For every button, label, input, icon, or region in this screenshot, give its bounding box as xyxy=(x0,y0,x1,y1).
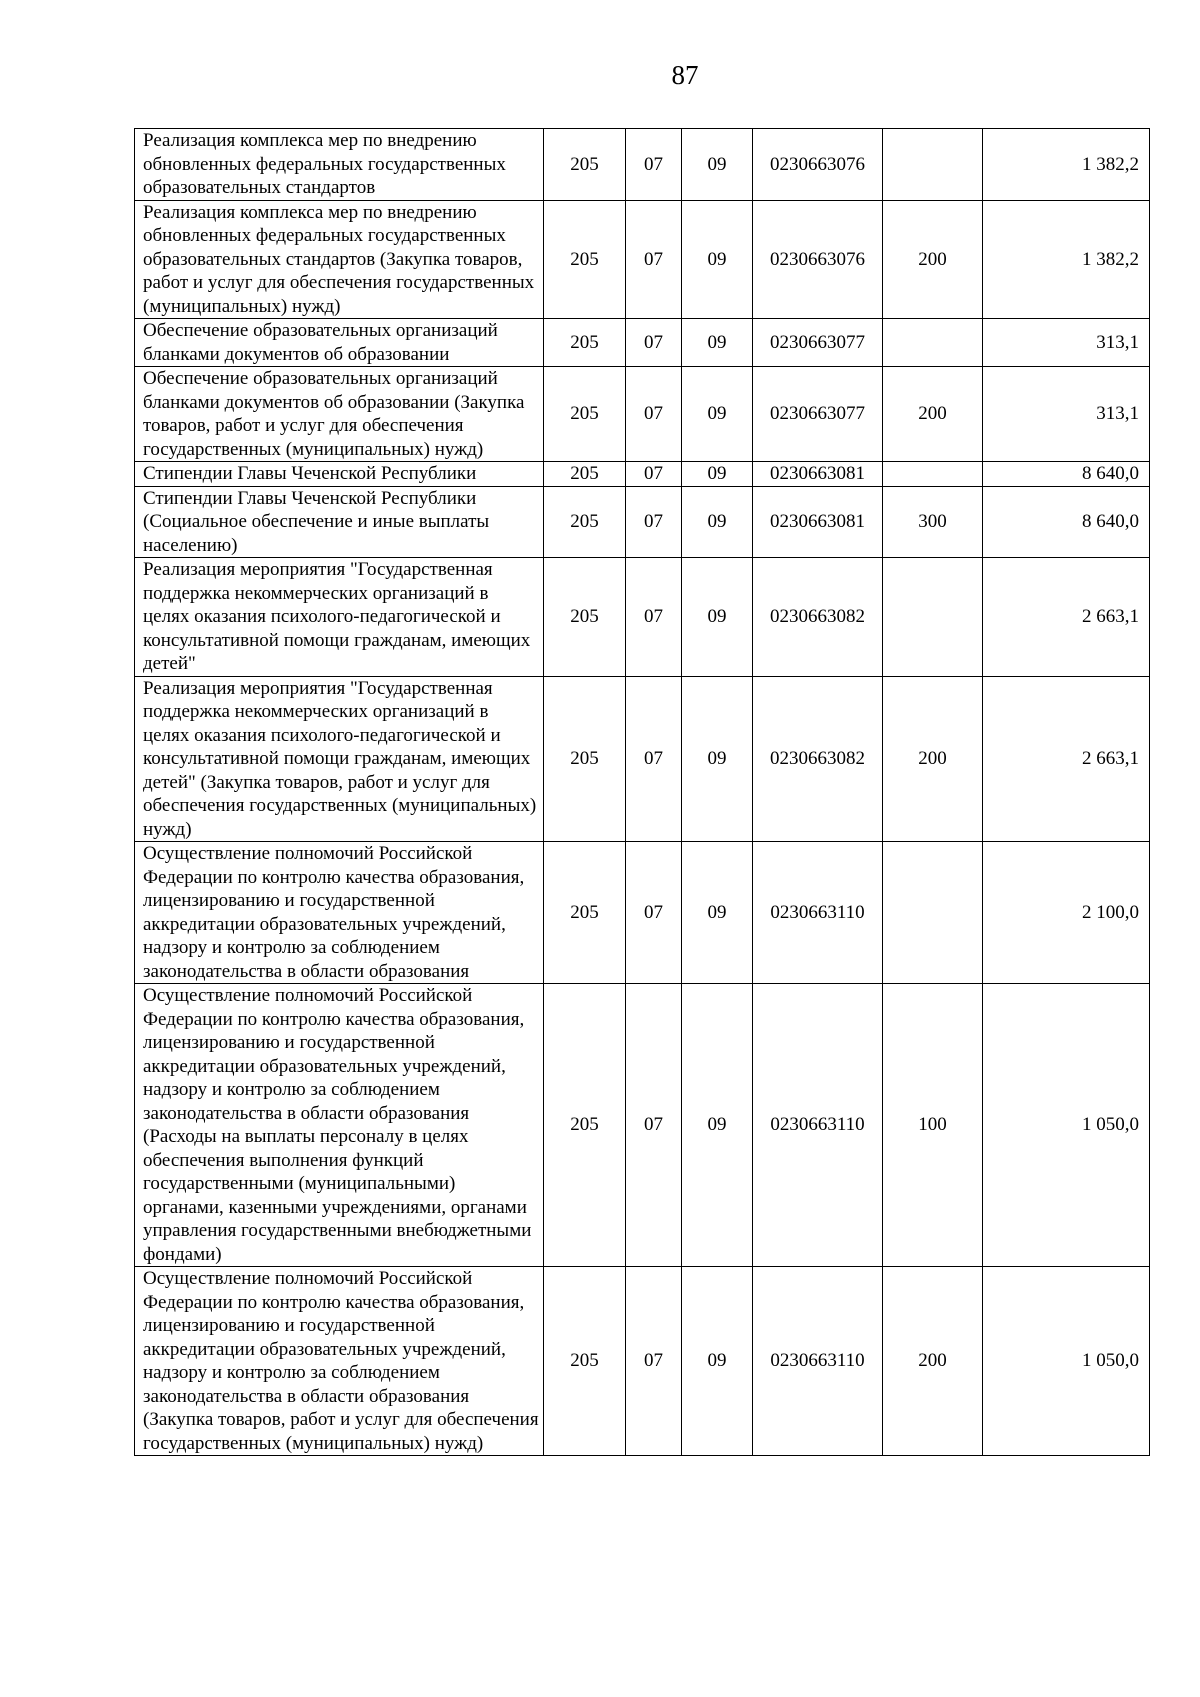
row-section-code: 07 xyxy=(626,129,682,201)
row-admin-code: 205 xyxy=(544,984,626,1267)
table-row xyxy=(135,200,1150,319)
table-row xyxy=(135,129,1150,201)
row-sum: 8 640,0 xyxy=(983,462,1150,487)
row-expense-type xyxy=(883,842,983,984)
row-subsection-code: 09 xyxy=(682,486,753,558)
row-admin-code: 205 xyxy=(544,129,626,201)
row-target-code: 0230663110 xyxy=(753,984,883,1267)
row-target-code: 0230663110 xyxy=(753,1267,883,1456)
row-section-code: 07 xyxy=(626,842,682,984)
row-sum: 8 640,0 xyxy=(983,486,1150,558)
row-name: Осуществление полномочий Российской Федерации по контролю качества образования, лицензированию и государственной аккредитации образовательных учреждений, надзору и контролю за соблюдением законодательства в области образования (Расходы на выплаты персоналу в целях обеспечения выполнения функций государственными (муниципальными) органами, казенными учреждениями, органами управления государственными внебюджетными фондами) xyxy=(135,984,544,1267)
row-name: Обеспечение образовательных организаций бланками документов об образовании xyxy=(135,319,544,367)
row-section-code: 07 xyxy=(626,200,682,319)
row-target-code: 0230663076 xyxy=(753,200,883,319)
row-name: Реализация мероприятия "Государственная поддержка некоммерческих организаций в целях оказания психолого-педагогической и консультативной помощи гражданам, имеющих детей" xyxy=(135,558,544,677)
row-target-code: 0230663081 xyxy=(753,486,883,558)
table-row xyxy=(135,367,1150,462)
row-name: Реализация комплекса мер по внедрению обновленных федеральных государственных образовательных стандартов xyxy=(135,129,544,201)
row-target-code: 0230663076 xyxy=(753,129,883,201)
row-expense-type xyxy=(883,462,983,487)
row-name: Осуществление полномочий Российской Федерации по контролю качества образования, лицензированию и государственной аккредитации образовательных учреждений, надзору и контролю за соблюдением законодательства в области образования xyxy=(135,842,544,984)
table-row xyxy=(135,842,1150,984)
row-expense-type: 200 xyxy=(883,676,983,842)
row-expense-type: 200 xyxy=(883,200,983,319)
row-sum: 1 382,2 xyxy=(983,200,1150,319)
row-section-code: 07 xyxy=(626,984,682,1267)
row-sum: 1 382,2 xyxy=(983,129,1150,201)
row-expense-type: 300 xyxy=(883,486,983,558)
row-sum: 2 100,0 xyxy=(983,842,1150,984)
row-subsection-code: 09 xyxy=(682,842,753,984)
row-sum: 1 050,0 xyxy=(983,1267,1150,1456)
row-expense-type xyxy=(883,558,983,677)
row-section-code: 07 xyxy=(626,462,682,487)
table-row xyxy=(135,558,1150,677)
row-target-code: 0230663110 xyxy=(753,842,883,984)
row-subsection-code: 09 xyxy=(682,676,753,842)
row-target-code: 0230663082 xyxy=(753,558,883,677)
row-admin-code: 205 xyxy=(544,200,626,319)
table-row xyxy=(135,676,1150,842)
row-subsection-code: 09 xyxy=(682,129,753,201)
table-row xyxy=(135,1267,1150,1456)
row-sum: 2 663,1 xyxy=(983,676,1150,842)
row-section-code: 07 xyxy=(626,558,682,677)
budget-table xyxy=(134,128,1150,1456)
row-subsection-code: 09 xyxy=(682,1267,753,1456)
row-target-code: 0230663077 xyxy=(753,367,883,462)
row-section-code: 07 xyxy=(626,319,682,367)
row-name: Реализация комплекса мер по внедрению обновленных федеральных государственных образовательных стандартов (Закупка товаров, работ и услуг для обеспечения государственных (муниципальных) нужд) xyxy=(135,200,544,319)
row-admin-code: 205 xyxy=(544,319,626,367)
row-expense-type xyxy=(883,319,983,367)
budget-table-body xyxy=(135,129,1150,1456)
row-subsection-code: 09 xyxy=(682,558,753,677)
table-row xyxy=(135,462,1150,487)
row-subsection-code: 09 xyxy=(682,367,753,462)
row-subsection-code: 09 xyxy=(682,319,753,367)
page-number: 87 xyxy=(671,60,699,90)
table-row xyxy=(135,319,1150,367)
row-target-code: 0230663081 xyxy=(753,462,883,487)
row-sum: 313,1 xyxy=(983,319,1150,367)
row-expense-type xyxy=(883,129,983,201)
row-name: Стипендии Главы Чеченской Республики xyxy=(135,462,544,487)
row-admin-code: 205 xyxy=(544,1267,626,1456)
row-target-code: 0230663077 xyxy=(753,319,883,367)
row-section-code: 07 xyxy=(626,676,682,842)
row-section-code: 07 xyxy=(626,486,682,558)
row-section-code: 07 xyxy=(626,367,682,462)
row-admin-code: 205 xyxy=(544,842,626,984)
row-sum: 313,1 xyxy=(983,367,1150,462)
row-sum: 1 050,0 xyxy=(983,984,1150,1267)
row-name: Реализация мероприятия "Государственная поддержка некоммерческих организаций в целях оказания психолого-педагогической и консультативной помощи гражданам, имеющих детей" (Закупка товаров, работ и услуг для обеспечения государственных (муниципальных) нужд) xyxy=(135,676,544,842)
row-name: Осуществление полномочий Российской Федерации по контролю качества образования, лицензированию и государственной аккредитации образовательных учреждений, надзору и контролю за соблюдением законодательства в области образования (Закупка товаров, работ и услуг для обеспечения государственных (муниципальных) нужд) xyxy=(135,1267,544,1456)
row-expense-type: 200 xyxy=(883,1267,983,1456)
row-subsection-code: 09 xyxy=(682,200,753,319)
row-admin-code: 205 xyxy=(544,462,626,487)
table-row xyxy=(135,984,1150,1267)
row-name: Стипендии Главы Чеченской Республики (Социальное обеспечение и иные выплаты населению) xyxy=(135,486,544,558)
row-admin-code: 205 xyxy=(544,558,626,677)
row-sum: 2 663,1 xyxy=(983,558,1150,677)
row-section-code: 07 xyxy=(626,1267,682,1456)
row-expense-type: 200 xyxy=(883,367,983,462)
row-name: Обеспечение образовательных организаций бланками документов об образовании (Закупка товаров, работ и услуг для обеспечения государственных (муниципальных) нужд) xyxy=(135,367,544,462)
table-row xyxy=(135,486,1150,558)
row-subsection-code: 09 xyxy=(682,462,753,487)
row-admin-code: 205 xyxy=(544,676,626,842)
row-target-code: 0230663082 xyxy=(753,676,883,842)
row-admin-code: 205 xyxy=(544,486,626,558)
row-admin-code: 205 xyxy=(544,367,626,462)
row-expense-type: 100 xyxy=(883,984,983,1267)
row-subsection-code: 09 xyxy=(682,984,753,1267)
